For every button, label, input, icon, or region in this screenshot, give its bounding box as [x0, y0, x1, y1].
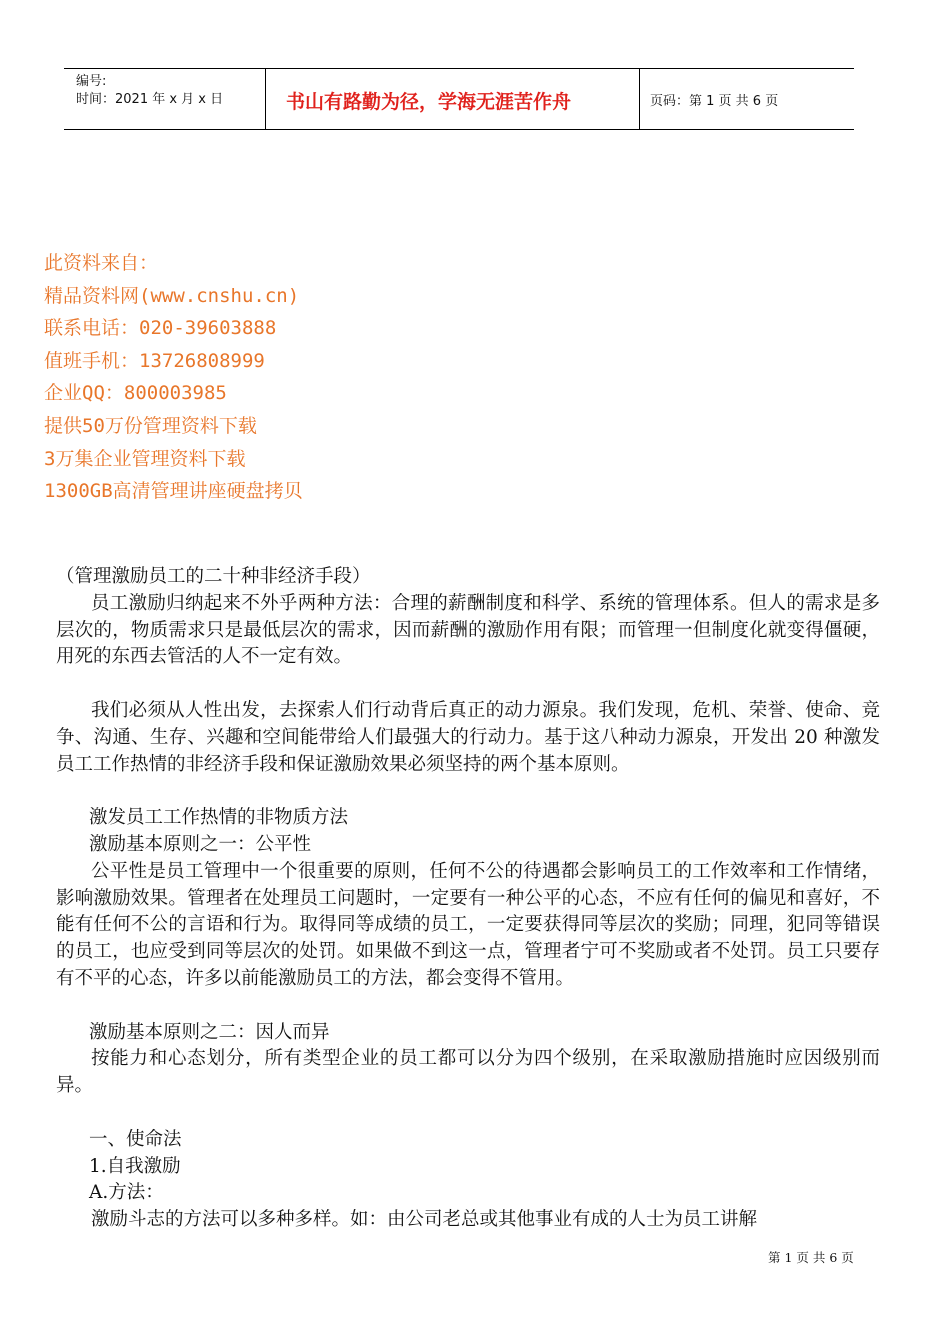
section-heading: 1.自我激励 — [89, 1155, 181, 1177]
source-line: 企业QQ：800003985 — [44, 382, 227, 405]
source-line: 提供50万份管理资料下载 — [44, 414, 257, 437]
body-paragraph: 我们必须从人性出发，去探索人们行动背后真正的动力源泉。我们发现，危机、荣誉、使命、竞争、沟通、生存、兴趣和空间能带给人们最强大的行动力。基于这八种动力源泉，开发出 20 种激发员工工作热情的非经济手段和保证激励效果必须坚持的两个基本原则。 — [56, 699, 880, 775]
page-footer: 第 1 页 共 6 页 — [768, 1250, 854, 1265]
source-line: 值班手机：13726808999 — [44, 349, 265, 372]
header-motto-cell — [265, 69, 640, 129]
source-line: 联系电话：020-39603888 — [44, 317, 277, 340]
source-line: 3万集企业管理资料下载 — [44, 447, 246, 470]
header-page-cell — [640, 69, 854, 129]
document-time-label: 时间：2021 年 x 月 x 日 — [76, 92, 224, 107]
source-line: 1300GB高清管理讲座硬盘拷贝 — [44, 480, 303, 503]
source-line: 此资料来自： — [44, 252, 159, 274]
section-heading: 激发员工工作热情的非物质方法 — [89, 807, 349, 829]
document-subtitle: （管理激励员工的二十种非经济手段） — [56, 566, 371, 587]
paragraph-gap — [56, 993, 880, 1020]
paragraph-gap — [56, 778, 880, 805]
header-info-cell — [64, 69, 265, 129]
body-paragraph: 激励斗志的方法可以多种多样。如：由公司老总或其他事业有成的人士为员工讲解 — [91, 1209, 758, 1231]
source-line: 精品资料网(www.cnshu.cn) — [44, 284, 300, 307]
section-heading: 激励基本原则之二：因人而异 — [89, 1021, 330, 1043]
body-paragraph: 公平性是员工管理中一个很重要的原则，任何不公的待遇都会影响员工的工作效率和工作情绪，影响激励效果。管理者在处理员工问题时，一定要有一种公平的心态，不应有任何的偏见和喜好，不能有任何不公的言语和行为。取得同等成绩的员工，一定要获得同等层次的奖励；同理，犯同等错误的员工，也应受到同等层次的处罚。如果做不到这一点，管理者宁可不奖励或者不处罚。员工只要存有不平的心态，许多以前能激励员工的方法，都会变得不管用。 — [56, 860, 880, 989]
header-motto: 书山有路勤为径，学海无涯苦作舟 — [286, 91, 572, 113]
source-info-block — [44, 250, 544, 511]
document-body — [56, 564, 880, 1234]
body-paragraph: 员工激励归纳起来不外乎两种方法：合理的薪酬制度和科学、系统的管理体系。但人的需求是多层次的，物质需求只是最低层次的需求，因而薪酬的激励作用有限；而管理一但制度化就变得僵硬，用死的东西去管活的人不一定有效。 — [56, 592, 880, 668]
header-page-number: 页码：第 1 页 共 6 页 — [650, 94, 779, 109]
section-heading: 一、使命法 — [89, 1128, 182, 1150]
paragraph-gap — [56, 1100, 880, 1127]
section-heading: 激励基本原则之一：公平性 — [89, 833, 312, 855]
section-heading: A.方法： — [89, 1182, 164, 1204]
body-paragraph: 按能力和心态划分，所有类型企业的员工都可以分为四个级别，在采取激励措施时应因级别而异。 — [56, 1048, 880, 1097]
document-header — [64, 68, 854, 130]
paragraph-gap — [56, 671, 880, 698]
document-number-label: 编号: — [76, 74, 107, 89]
